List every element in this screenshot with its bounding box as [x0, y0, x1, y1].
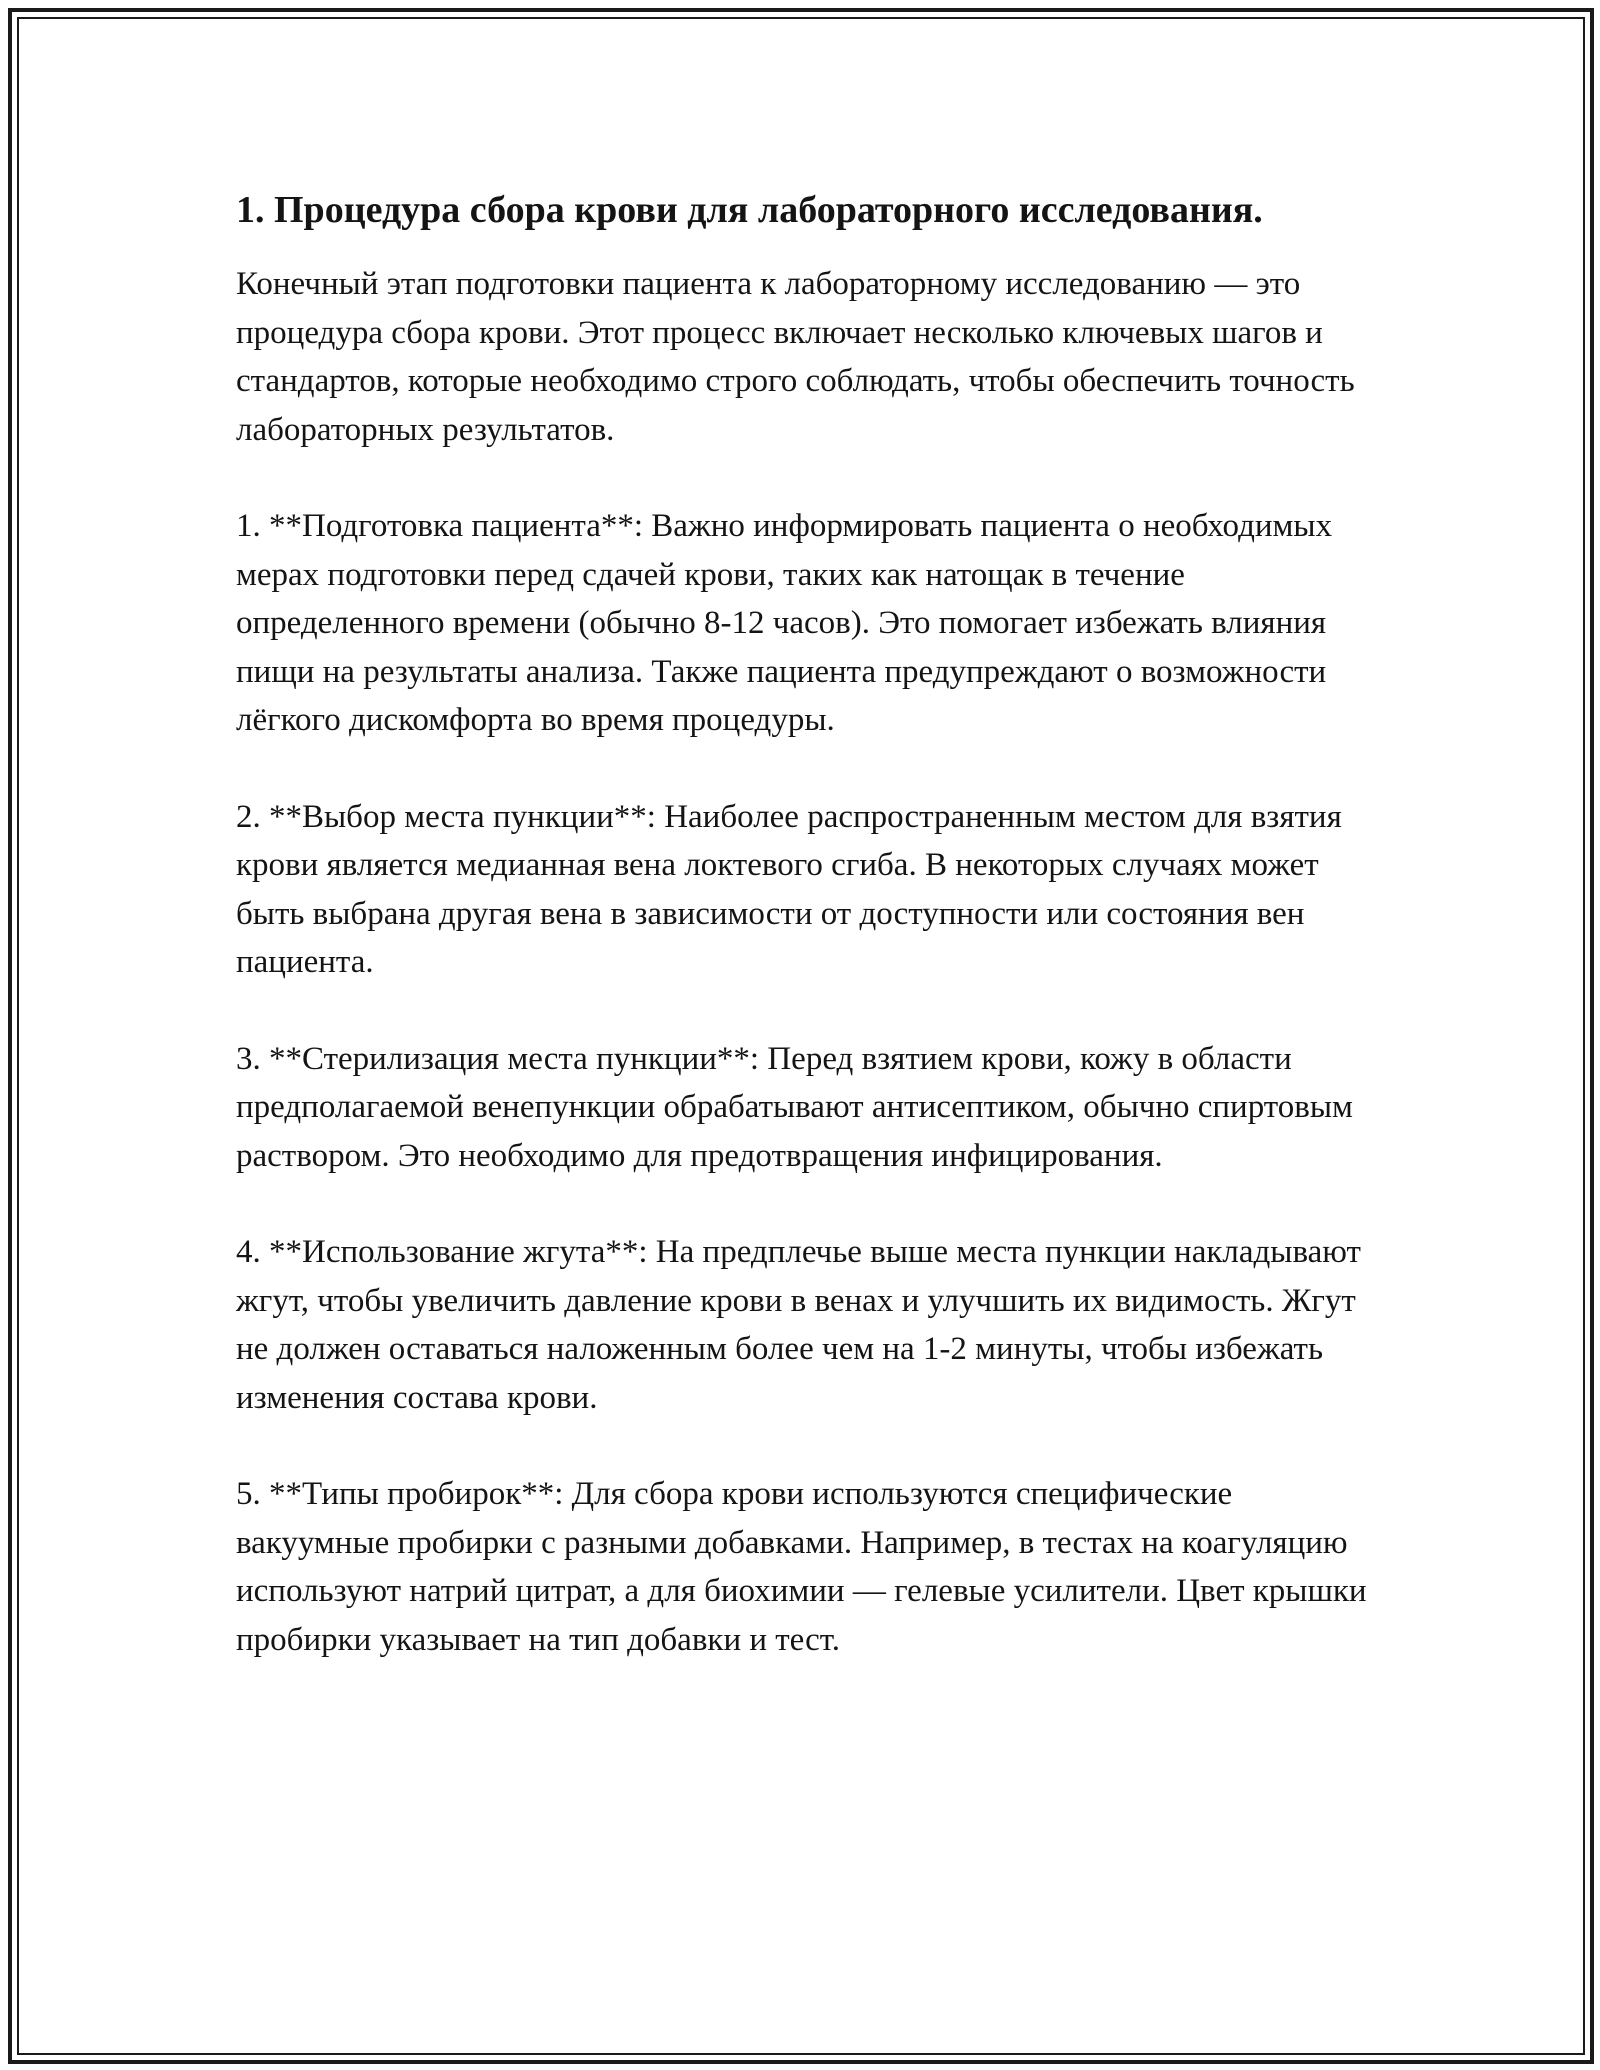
- intro-paragraph: Конечный этап подготовки пациента к лабораторному исследованию — это процедура сбора крови. Этот процесс включает несколько ключевых шагов и стандартов, которые необходимо строго соблюдать, чтобы обеспечить точность лабораторных результатов.: [236, 266, 1355, 448]
- document-title: 1. Процедура сбора крови для лабораторного исследования.: [236, 189, 1263, 231]
- step-5-paragraph: 5. **Типы пробирок**: Для сбора крови используются специфические вакуумные пробирки с разными добавками. Например, в тестах на коагуляцию используют натрий цитрат, а для биохимии — гелевые усилители. Цвет крышки пробирки указывает на тип добавки и тест.: [236, 1476, 1367, 1658]
- step-4-paragraph: 4. **Использование жгута**: На предплечье выше места пункции накладывают жгут, чтобы увеличить давление крови в венах и улучшить их видимость. Жгут не должен оставаться наложенным более чем на 1-2 минуты, чтобы избежать изменения состава крови.: [236, 1234, 1361, 1416]
- document-body: [236, 186, 1386, 1712]
- step-1-paragraph: 1. **Подготовка пациента**: Важно информировать пациента о необходимых мерах подготовки перед сдачей крови, таких как натощак в течение определенного времени (обычно 8-12 часов). Это помогает избежать влияния пищи на результаты анализа. Также пациента предупреждают о возможности лёгкого дискомфорта во время процедуры.: [236, 508, 1333, 738]
- step-3-paragraph: 3. **Стерилизация места пункции**: Перед взятием крови, кожу в области предполагаемой венепункции обрабатывают антисептиком, обычно спиртовым раствором. Это необходимо для предотвращения инфицирования.: [236, 1040, 1353, 1174]
- step-2-paragraph: 2. **Выбор места пункции**: Наиболее распространенным местом для взятия крови является медианная вена локтевого сгиба. В некоторых случаях может быть выбрана другая вена в зависимости от доступности или состояния вен пациента.: [236, 798, 1342, 980]
